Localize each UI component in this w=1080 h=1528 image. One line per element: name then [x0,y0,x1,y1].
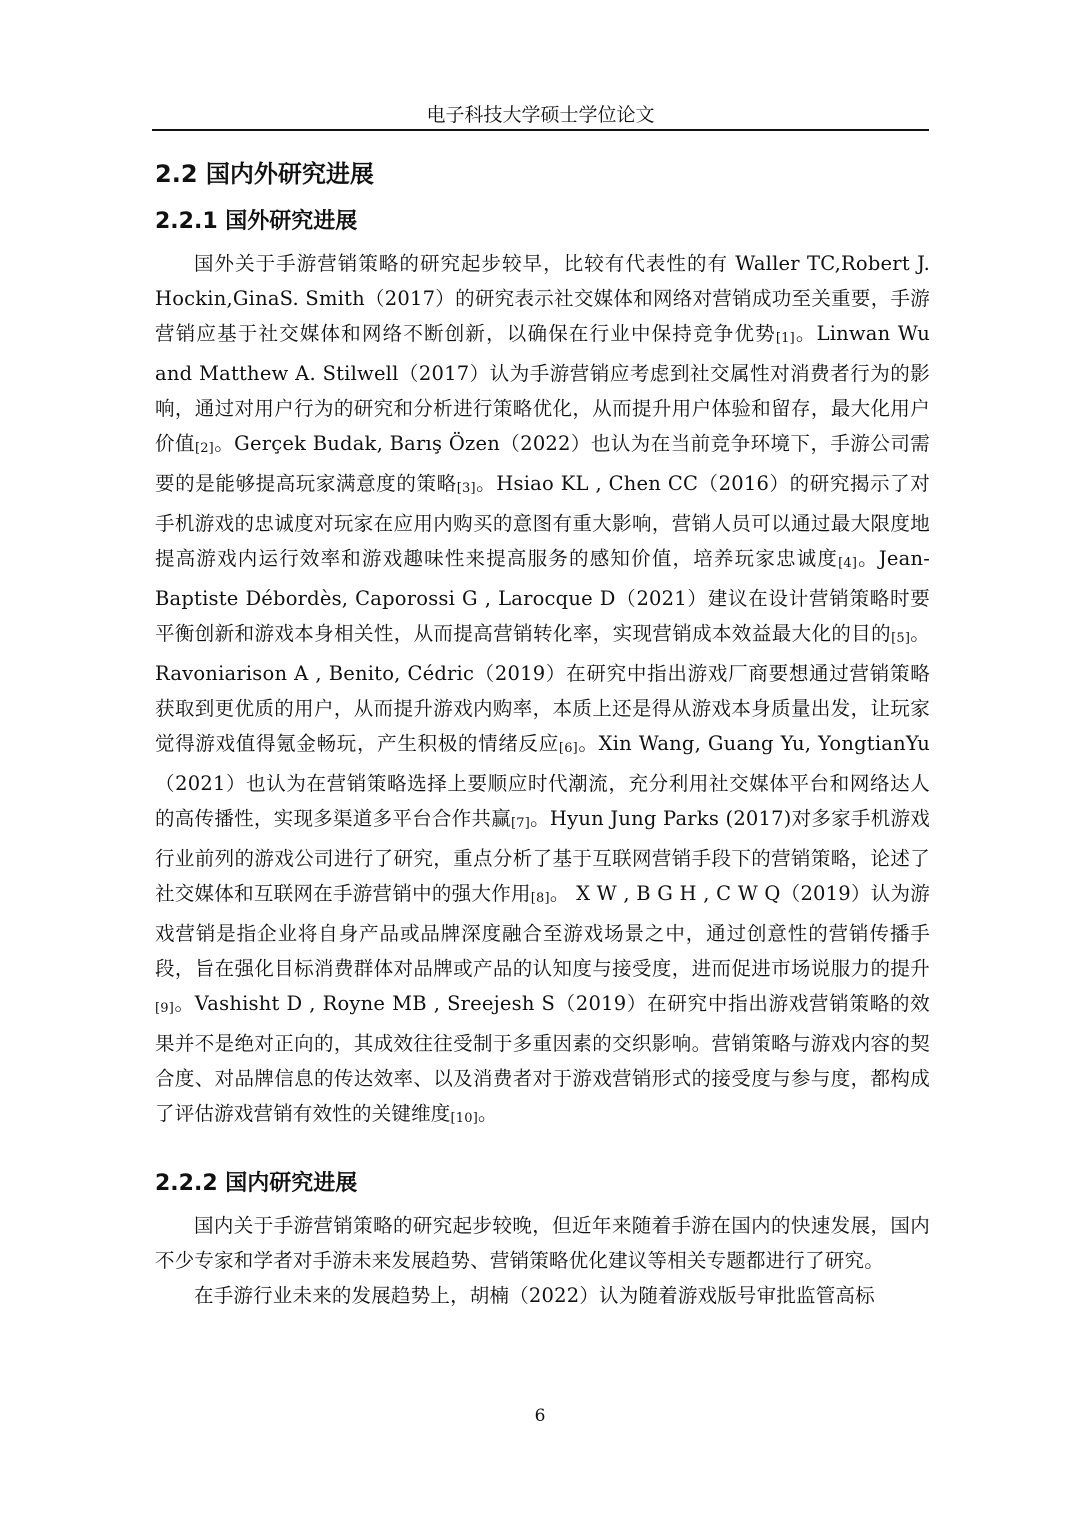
citation-ref: [4] [838,556,858,571]
body-text: 。 [478,1102,498,1125]
body-text: 。Xin Wang, Guang Yu, YongtianYu（2021）也认为在营销策略选择上要顺应时代潮流，充分利用社交媒体平台和网络达人的高传播性，实现多渠道多平台合作共赢 [155,732,930,830]
section-heading-2-2-1: 2.2.1 国外研究进展 [155,209,358,234]
section-heading-2-2-2: 2.2.2 国内研究进展 [155,1171,358,1196]
page-number: 6 [534,1406,546,1426]
running-header: 电子科技大学硕士学位论文 [152,102,929,131]
body-text: 。Hyun Jung Parks (2017)对多家手机游戏行业前列的游戏公司进行了研究，重点分析了基于互联网营销手段下的营销策略，论述了社交媒体和互联网在手游营销中的强大作用 [155,807,930,905]
citation-ref: [6] [558,741,578,756]
body-text: 。Gerçek Budak, Barış Özen（2022）也认为在当前竞争环境下，手游公司需要的是能够提高玩家满意度的策略 [155,432,930,495]
body-text: 。Ravoniarison A , Benito, Cédric（2019）在研究中指出游戏厂商要想通过营销策略获取到更优质的用户，从而提升游戏内购率，本质上还是得从游戏本身质量出发，让玩家觉得游戏值得氪金畅玩，产生积极的情绪反应 [155,622,931,755]
body-text: 。Jean-Baptiste Débordès, Caporossi G , Larocque D（2021）建议在设计营销策略时要平衡创新和游戏本身相关性，从而提高营销转化率，实现营销成本效益最大化的目的 [155,547,930,645]
citation-ref: [1] [775,331,795,346]
body-text: 。Vashisht D , Royne MB , Sreejesh S（2019）在研究中指出游戏营销策略的效果并不是绝对正向的，其成效往往受制于多重因素的交织影响。营销策略与游戏内容的契合度、对品牌信息的传达效率、以及消费者对于游戏营销形式的接受度与参与度，都构成了评估游戏营销有效性的关键维度 [155,992,930,1125]
citation-ref: [5] [891,631,911,646]
citation-ref: [9] [155,1001,175,1016]
body-text: 国外关于手游营销策略的研究起步较早，比较有代表性的有 Waller TC,Robert J. Hockin,GinaS. Smith（2017）的研究表示社交媒体和网络对营销成功至关重要，手游营销应基于社交媒体和网络不断创新，以确保在行业中保持竞争优势 [155,252,930,345]
body-text: 。Linwan Wu and Matthew A. Stilwell（2017）认为手游营销应考虑到社交属性对消费者行为的影响，通过对用户行为的研究和分析进行策略优化，从而提升用户体验和留存，最大化用户价值 [155,322,930,455]
domestic-research-paragraph: 国内关于手游营销策略的研究起步较晚，但近年来随着手游在国内的快速发展，国内不少专家和学者对手游未来发展趋势、营销策略优化建议等相关专题都进行了研究。 [155,1214,930,1272]
domestic-trend-paragraph: 在手游行业未来的发展趋势上，胡楠（2022）认为随着游戏版号审批监管高标 [194,1284,875,1307]
body-text: 。 X W , B G H , C W Q（2019）认为游戏营销是指企业将自身产品或品牌深度融合至游戏场景之中，通过创意性的营销传播手段，旨在强化目标消费群体对品牌或产品的认知度与接受度，进而促进市场说服力的提升 [155,882,930,980]
citation-ref: [10] [450,1111,479,1126]
section-heading-2-2: 2.2 国内外研究进展 [155,160,374,188]
citation-ref: [2] [194,441,214,456]
citation-ref: [8] [530,891,550,906]
body-text: 。Hsiao KL , Chen CC（2016）的研究揭示了对手机游戏的忠诚度对玩家在应用内购买的意图有重大影响，营销人员可以通过最大限度地提高游戏内运行效率和游戏趣味性来提高服务的感知价值，培养玩家忠诚度 [155,472,930,570]
citation-ref: [7] [511,816,531,831]
page-body [155,150,930,1313]
citation-ref: [3] [456,481,476,496]
foreign-research-paragraph [155,246,930,1136]
